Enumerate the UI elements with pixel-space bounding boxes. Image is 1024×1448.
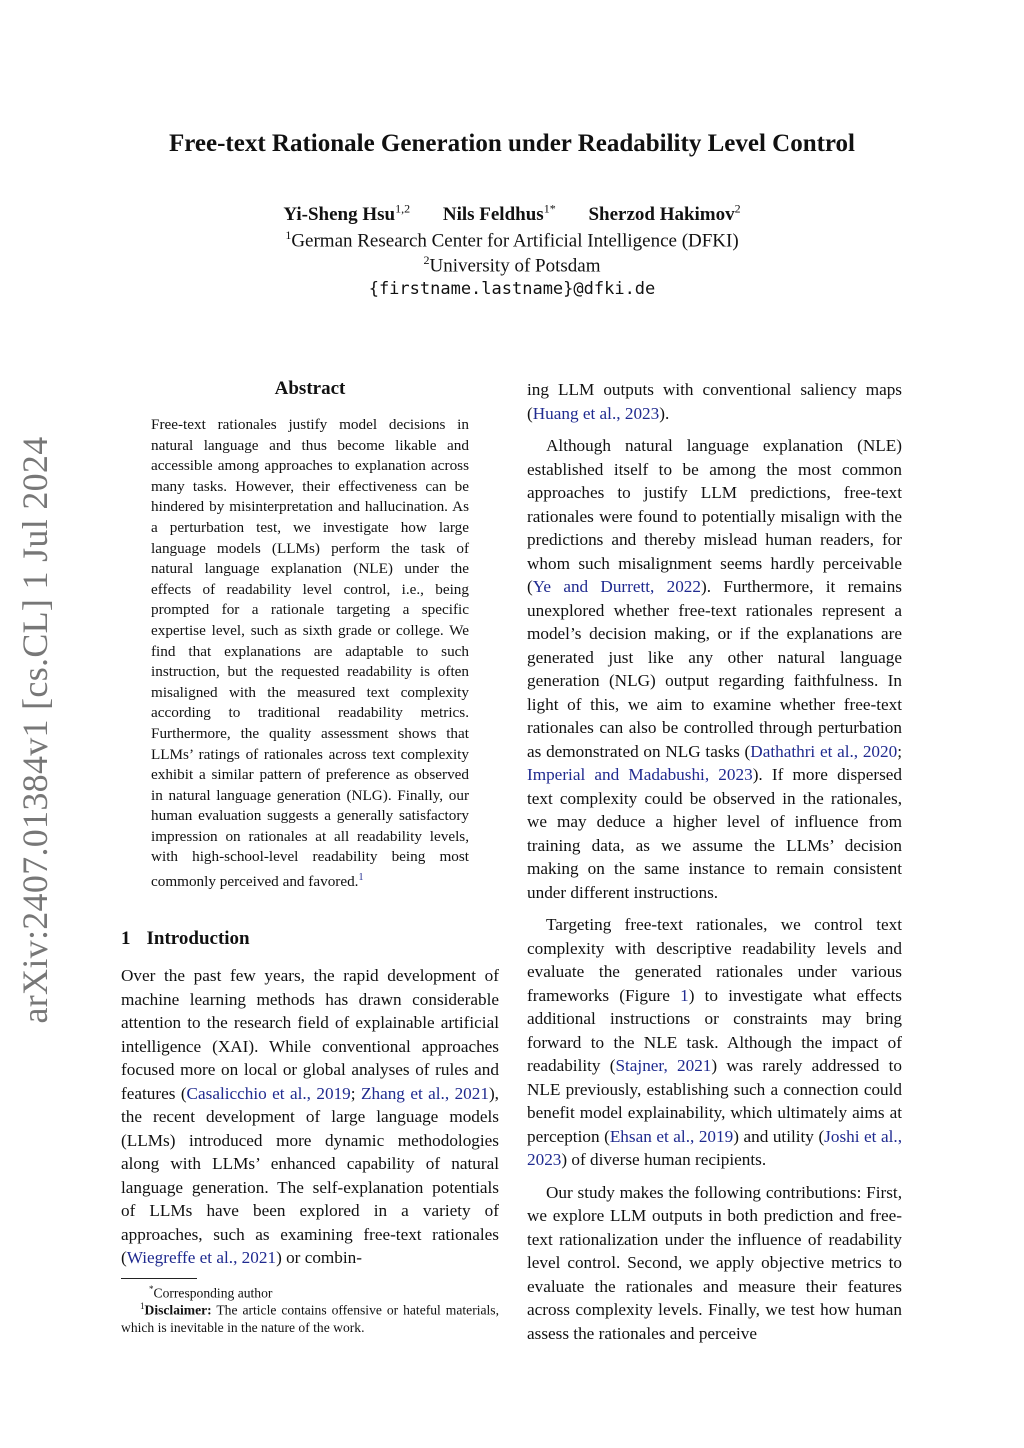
intro-paragraph: Over the past few years, the rapid development of machine learning methods has drawn considerable attention to the research field of explainable artificial intelligence (XAI). While conventional approaches focused more on local or global analyses of rules and features (Casalicchio et al., 2019; Zhang et al., 2021), the recent development of large language models (LLMs) introduced more dynamic methodologies along with LLMs’ enhanced capability of natural language generation. The self-explanation potentials of LLMs have been explored in a variety of approaches, such as examining free-text rationales (Wiegreffe et al., 2021) or combin-	[121, 966, 499, 1267]
footnote-disclaimer: $^1$Disclaimer: The article contains offensive or hateful materials, which is inevitable in the nature of the work.	[121, 1301, 499, 1335]
paper-title: Free-text Rationale Generation under Readability Level Control	[168, 130, 856, 157]
abstract-body: Free-text rationales justify model decisions in natural language and thus become likable and accessible among approaches to explanation across many tasks. However, their effectiveness can be hindered by misinterpretation and hallucination. As a perturbation test, we investigate how large language models (LLMs) perform the task of natural language explanation (NLE) under the effects of readability level control, i.e., being prompted for a rationale targeting a specific expertise level, such as sixth grade or college. We find that explanations are adaptable to such instruction, but the requested readability is often misaligned with the measured text complexity according to traditional readability metrics. Furthermore, the quality assessment shows that LLMs’ ratings of rationales across text complexity exhibit a similar pattern of preference as observed in natural language generation (NLG). Finally, our human evaluation suggests a generally satisfactory impression on rationales at all readability levels, with high-school-level readability being most commonly perceived and favored.$^1$	[151, 416, 469, 891]
right-column	[527, 378, 902, 1345]
email-line	[0, 278, 1024, 300]
citation-link[interactable]: Zhang et al., 2021	[360, 1083, 489, 1103]
paragraph: Although natural language explanation (NLE) established itself to be among the most common approaches to justify LLM predictions, free-text rationales were found to potentially misalign with the predictions and thereby mislead human readers, for whom such misalignment seems hardly perceivable (Ye and Durrett, 2022). Furthermore, it remains unexplored whether free-text rationales represent a model’s decision making, or if the explanations are generated just like any other natural language generation (NLG) output regarding faithfulness. In light of this, we aim to examine whether free-text rationales can also be controlled through perturbation as demonstrated on NLG tasks (Dathathri et al., 2020; Imperial and Madabushi, 2023). If more dispersed text complexity could be observed in the rationales, we may deduce a higher level of influence from training data, as we assume the LLMs’ decision making on the same instance to remain consistent under different instructions.	[527, 436, 902, 902]
author: Nils Feldhus$^{1*}$	[442, 202, 556, 226]
citation-link[interactable]: Ehsan et al., 2019	[609, 1126, 734, 1146]
citation-link[interactable]: Stajner, 2021	[615, 1056, 712, 1075]
paragraph: ing LLM outputs with conventional saliency maps (Huang et al., 2023).	[527, 380, 902, 423]
author: Yi-Sheng Hsu$^{1,2}$	[283, 202, 411, 226]
paragraph: Targeting free-text rationales, we control text complexity with descriptive readability levels and evaluate the generated rationales under various frameworks (Figure 1) to investigate what effects additional instructions or constraints may bring forward to the NLE task. Although the impact of readability (Stajner, 2021) was rarely addressed to NLE previously, establishing such a connection could benefit model explainability, which ultimately aims at perception (Ehsan et al., 2019) and utility (Joshi et al., 2023) of diverse human recipients.	[527, 915, 903, 1169]
citation-link[interactable]: Joshi et al., 2023	[527, 1126, 902, 1169]
left-column	[121, 964, 499, 1270]
footnote-link[interactable]: 1	[358, 872, 364, 884]
footnote-rule	[121, 1278, 197, 1279]
figure-link[interactable]: 1	[680, 985, 689, 1005]
arxiv-stamp[interactable]: arXiv:2407.01384v1 [cs.CL] 1 Jul 2024	[15, 436, 55, 1024]
citation-link[interactable]: Imperial and Madabushi, 2023	[527, 765, 753, 784]
citation-link[interactable]: Huang et al., 2023	[532, 403, 660, 423]
affiliation: $^1$German Research Center for Artificial Intelligence (DFKI)	[285, 228, 739, 252]
citation-link[interactable]: Dathathri et al., 2020	[750, 741, 898, 761]
abstract-heading: Abstract	[274, 378, 346, 399]
citation-link[interactable]: Casalicchio et al., 2019	[186, 1083, 351, 1103]
paragraph: Our study makes the following contributions: First, we explore LLM outputs in both prediction and free-text rationalization under the influence of readability level control. Second, we apply objective metrics to evaluate the rationales and measure their features across complexity levels. Finally, we test how human assess the rationales and perceive	[527, 1182, 902, 1343]
citation-link[interactable]: Wiegreffe et al., 2021	[126, 1248, 277, 1267]
author: Sherzod Hakimov$^2$	[588, 202, 741, 226]
author-list	[0, 202, 1024, 226]
affiliation: $^2$University of Potsdam	[423, 253, 601, 277]
email[interactable]: {firstname.lastname}@dfki.de	[368, 279, 656, 299]
section-heading: 1 Introduction	[121, 928, 250, 949]
citation-link[interactable]: Ye and Durrett, 2022	[532, 577, 701, 596]
footnote-corresponding: *Corresponding author	[149, 1284, 273, 1301]
